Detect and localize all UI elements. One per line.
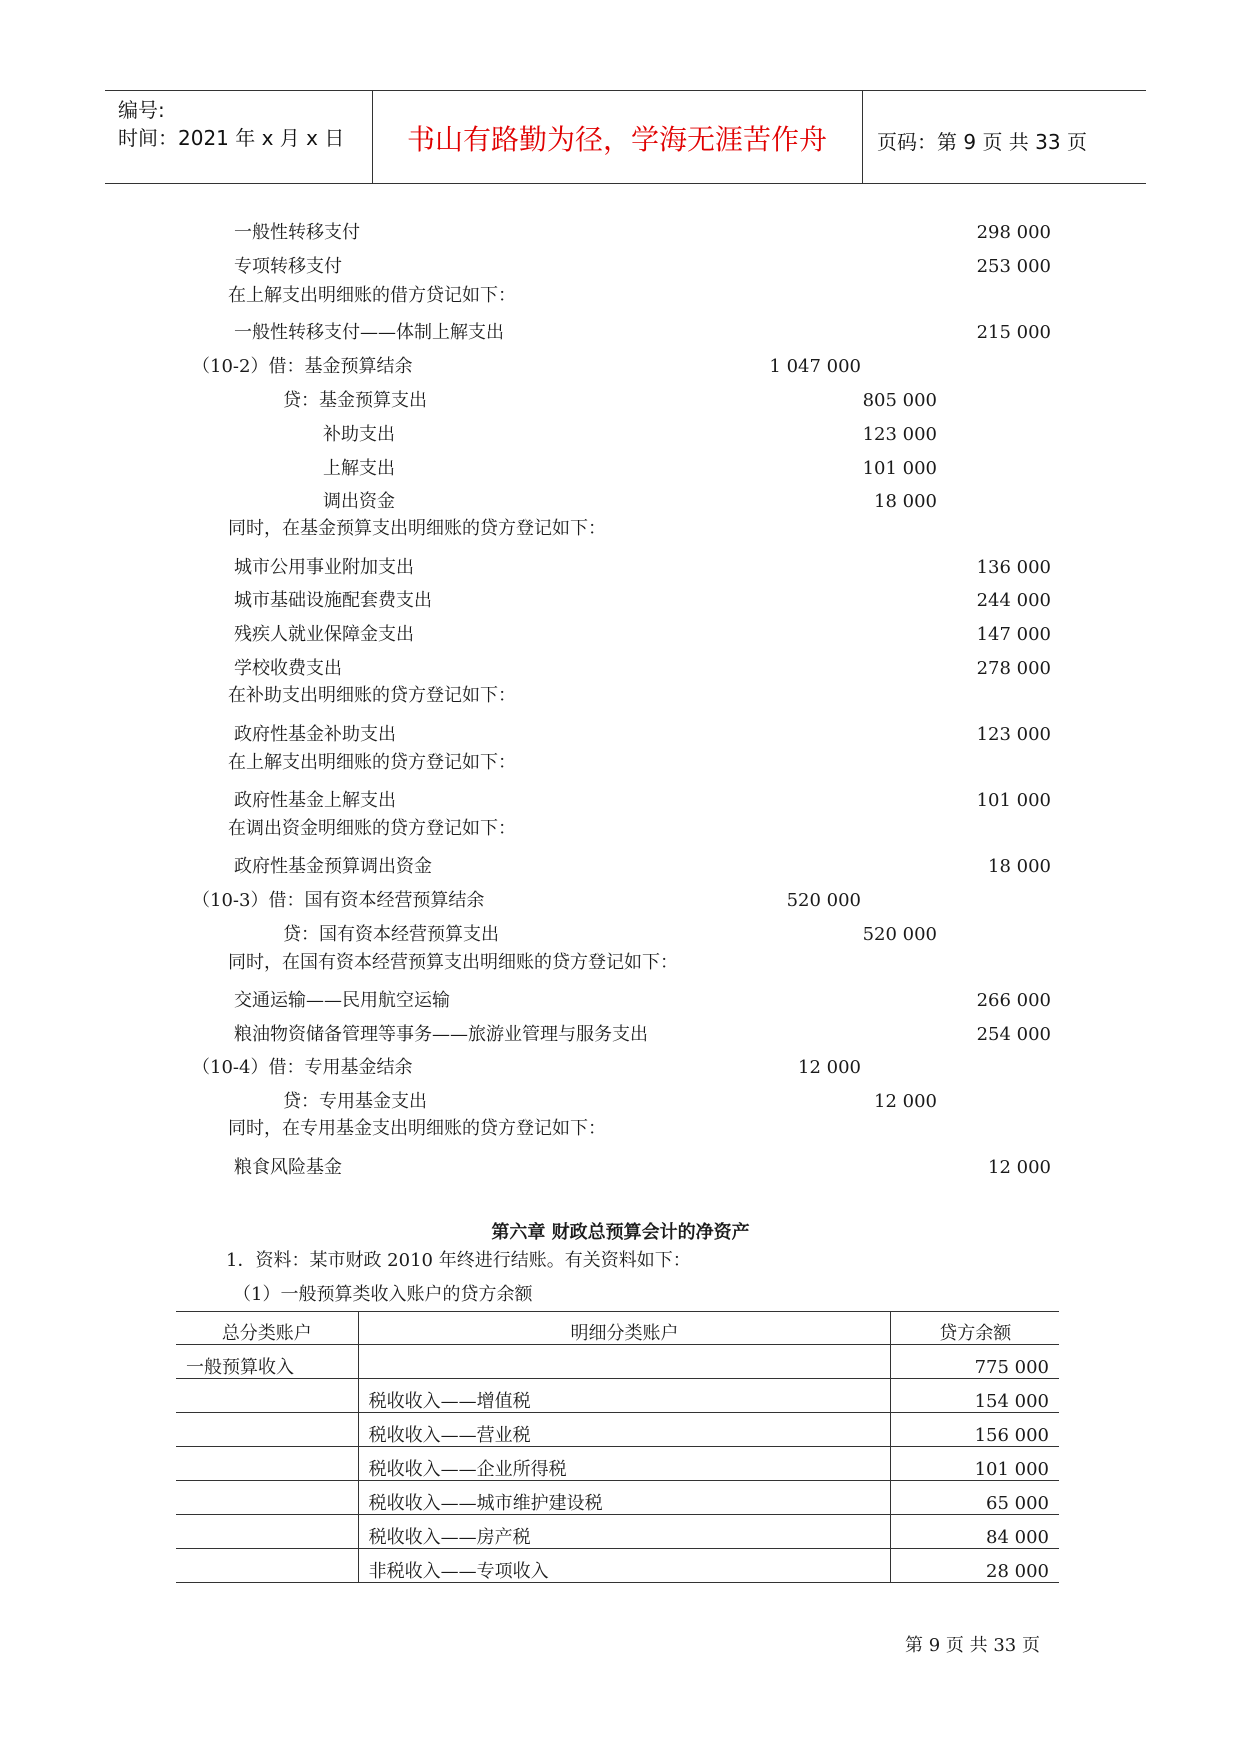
- detail-account-cell: 非税收入——专项收入: [358, 1549, 891, 1583]
- general-account-cell: [176, 1549, 358, 1583]
- general-account-cell: [176, 1481, 358, 1515]
- line-amount: 136 000: [976, 557, 1051, 578]
- detail-account-cell: 税收收入——城市维护建设税: [358, 1481, 891, 1515]
- line-amount: 253 000: [976, 256, 1051, 277]
- line-text: 政府性基金预算调出资金: [234, 856, 432, 877]
- credit-amount: 18 000: [874, 491, 937, 512]
- line-amount: 123 000: [976, 724, 1051, 745]
- journal-entry-credit: 调出资金: [323, 491, 395, 512]
- line-amount: 147 000: [976, 624, 1051, 645]
- credit-balance-cell: 28 000: [891, 1549, 1059, 1583]
- credit-balance-cell: 65 000: [891, 1481, 1059, 1515]
- line-amount: 244 000: [976, 590, 1051, 611]
- line-text: 专项转移支付: [234, 256, 342, 277]
- table-row: [176, 1413, 1059, 1447]
- column-header-general-account: 总分类账户: [176, 1312, 358, 1345]
- line-text: 一般性转移支付——体制上解支出: [234, 322, 504, 343]
- detail-account-cell: 税收收入——营业税: [358, 1413, 891, 1447]
- line-text: 同时，在国有资本经营预算支出明细账的贷方登记如下：: [228, 952, 678, 973]
- debit-amount: 12 000: [798, 1057, 861, 1078]
- table-row: [176, 1515, 1059, 1549]
- line-text: 在上解支出明细账的借方贷记如下：: [228, 285, 516, 306]
- journal-entry-credit: 贷：国有资本经营预算支出: [283, 924, 499, 945]
- line-text: 学校收费支出: [234, 658, 342, 679]
- line-text: 在上解支出明细账的贷方登记如下：: [228, 752, 516, 773]
- line-amount: 215 000: [976, 322, 1051, 343]
- line-amount: 101 000: [976, 790, 1051, 811]
- detail-account-cell: 税收收入——增值税: [358, 1379, 891, 1413]
- balance-table: [176, 1311, 1059, 1583]
- credit-amount: 805 000: [862, 390, 937, 411]
- line-text: 同时，在专用基金支出明细账的贷方登记如下：: [228, 1118, 606, 1139]
- general-account-cell: [176, 1379, 358, 1413]
- line-amount: 18 000: [988, 856, 1051, 877]
- line-text: 在补助支出明细账的贷方登记如下：: [228, 685, 516, 706]
- journal-entry-debit: （10-3）借：国有资本经营预算结余: [192, 890, 485, 911]
- general-account-cell: 一般预算收入: [176, 1345, 358, 1379]
- chapter-title: 第六章 财政总预算会计的净资产: [491, 1222, 750, 1243]
- debit-amount: 520 000: [786, 890, 861, 911]
- line-text: 一般性转移支付: [234, 222, 360, 243]
- general-account-cell: [176, 1447, 358, 1481]
- journal-entry-credit: 贷：专用基金支出: [283, 1091, 427, 1112]
- line-text: 政府性基金补助支出: [234, 724, 396, 745]
- credit-amount: 520 000: [862, 924, 937, 945]
- credit-balance-cell: 154 000: [891, 1379, 1059, 1413]
- table-row: [176, 1345, 1059, 1379]
- debit-amount: 1 047 000: [769, 356, 861, 377]
- serial-label: 编号:: [118, 98, 165, 122]
- line-amount: 12 000: [988, 1157, 1051, 1178]
- table-row: [176, 1379, 1059, 1413]
- journal-entry-credit: 上解支出: [323, 458, 395, 479]
- table-row: [176, 1481, 1059, 1515]
- header-bottom-rule: [105, 183, 1146, 184]
- line-amount: 254 000: [976, 1024, 1051, 1045]
- page-footer: 第 9 页 共 33 页: [905, 1635, 1040, 1656]
- credit-balance-cell: 775 000: [891, 1345, 1059, 1379]
- motto: 书山有路勤为径，学海无涯苦作舟: [406, 123, 827, 156]
- journal-entry-credit: 补助支出: [323, 424, 395, 445]
- journal-entry-credit: 贷：基金预算支出: [283, 390, 427, 411]
- table-row: [176, 1549, 1059, 1583]
- line-amount: 266 000: [976, 990, 1051, 1011]
- credit-amount: 123 000: [862, 424, 937, 445]
- line-text: 同时，在基金预算支出明细账的贷方登记如下：: [228, 518, 606, 539]
- table-row: [176, 1447, 1059, 1481]
- credit-balance-cell: 101 000: [891, 1447, 1059, 1481]
- column-header-credit-balance: 贷方余额: [891, 1312, 1059, 1345]
- header-divider-right: [862, 90, 863, 184]
- page-label: 页码：第 9 页 共 33 页: [877, 130, 1087, 154]
- line-text: 城市基础设施配套费支出: [234, 590, 432, 611]
- detail-account-cell: 税收收入——企业所得税: [358, 1447, 891, 1481]
- detail-account-cell: [358, 1345, 891, 1379]
- chapter-intro: 1．资料：某市财政 2010 年终进行结账。有关资料如下：: [226, 1250, 691, 1271]
- line-text: 在调出资金明细账的贷方登记如下：: [228, 818, 516, 839]
- chapter-subheading: （1）一般预算类收入账户的贷方余额: [233, 1284, 533, 1305]
- line-text: 粮食风险基金: [234, 1157, 342, 1178]
- table-header-row: [176, 1312, 1059, 1345]
- credit-balance-cell: 84 000: [891, 1515, 1059, 1549]
- date-label: 时间：2021 年 x 月 x 日: [118, 126, 345, 150]
- detail-account-cell: 税收收入——房产税: [358, 1515, 891, 1549]
- column-header-detail-account: 明细分类账户: [358, 1312, 891, 1345]
- credit-balance-cell: 156 000: [891, 1413, 1059, 1447]
- credit-amount: 101 000: [862, 458, 937, 479]
- journal-entry-debit: （10-2）借：基金预算结余: [192, 356, 413, 377]
- header-top-rule: [105, 90, 1146, 91]
- journal-entry-debit: （10-4）借：专用基金结余: [192, 1057, 413, 1078]
- general-account-cell: [176, 1413, 358, 1447]
- line-text: 交通运输——民用航空运输: [234, 990, 450, 1011]
- line-amount: 278 000: [976, 658, 1051, 679]
- line-text: 城市公用事业附加支出: [234, 557, 414, 578]
- line-text: 政府性基金上解支出: [234, 790, 396, 811]
- general-account-cell: [176, 1515, 358, 1549]
- line-text: 粮油物资储备管理等事务——旅游业管理与服务支出: [234, 1024, 648, 1045]
- line-amount: 298 000: [976, 222, 1051, 243]
- line-text: 残疾人就业保障金支出: [234, 624, 414, 645]
- credit-amount: 12 000: [874, 1091, 937, 1112]
